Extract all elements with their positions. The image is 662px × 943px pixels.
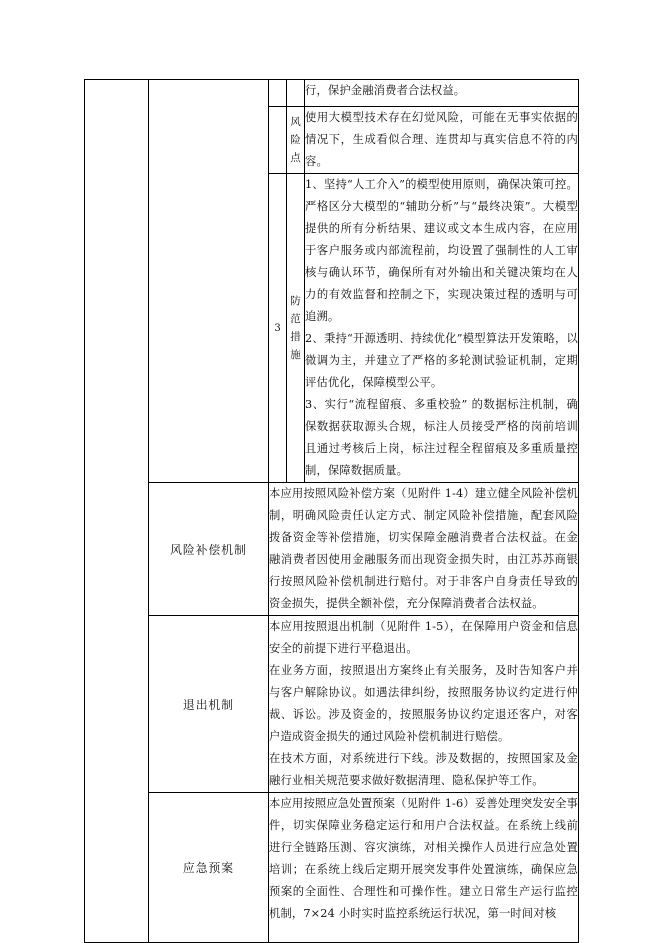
table-row [85, 793, 579, 943]
prevention-measures-label: 防范措施 [287, 174, 305, 483]
paragraph: 本应用按照应急处置预案（见附件 1-6）妥善处理突发安全事件，切实保障业务稳定运行和用户合法权益。在系统上线前进行全链路压测、容灾演练，对相关操作人员进行应急处置培训；在系统上线后定期开展突发事件处置演练，确保应急预案的全面性、合理性和可操作性。建立日常生产运行监控机制，7×24 小时实时监控系统运行状况，第一时间对核 [269, 797, 578, 920]
paragraph: 本应用按照退出机制（见附件 1-5），在保障用户资金和信息安全的前提下进行平稳退出。 [269, 620, 578, 655]
paragraph: 在技术方面，对系统进行下线。涉及数据的，按照国家及金融行业相关规范要求做好数据清理、隐私保护等工作。 [269, 752, 578, 787]
risk-point-text: 使用大模型技术存在幻觉风险，可能在无事实依据的情况下，生成看似合理、连贯却与真实信息不符的内容。 [305, 107, 579, 174]
continuation-text: 行，保护金融消费者合法权益。 [305, 80, 579, 107]
emergency-label: 应急预案 [149, 793, 269, 943]
table-row [85, 483, 579, 616]
number-cell [269, 80, 287, 107]
number-cell [269, 107, 287, 174]
item-number: 3 [269, 174, 287, 483]
paragraph: 1、坚持“人工介入”的模型使用原则，确保决策可控。严格区分大模型的“辅助分析”与“最终决策”。大模型提供的所有分析结果、建议或文本生成内容，在应用于客户服务或内部流程前，均设置了强制性的人工审核与确认环节，确保所有对外输出和关键决策均在人力的有效监督和控制之下，实现决策过程的透明与可追溯。 [305, 178, 578, 323]
label-cell [287, 80, 305, 107]
compensation-label: 风险补偿机制 [149, 483, 269, 616]
prevention-measures-text [305, 174, 579, 483]
exit-label: 退出机制 [149, 616, 269, 793]
risk-point-label: 风险点 [287, 107, 305, 174]
paragraph: 在业务方面，按照退出方案终止有关服务，及时告知客户并与客户解除协议。如遇法律纠纷，按照服务协议约定进行仲裁、诉讼。涉及资金的，按照服务协议约定退还客户，对客户造成资金损失的通过风险补偿机制进行赔偿。 [269, 664, 578, 743]
document-table [84, 79, 579, 943]
paragraph: 2、秉持“开源透明、持续优化”模型算法开发策略，以微调为主，并建立了严格的多轮测试验证机制，定期评估优化，保障模型公平。 [305, 332, 578, 389]
compensation-text [269, 483, 579, 616]
paragraph: 本应用按照风险补偿方案（见附件 1-4）建立健全风险补偿机制，明确风险责任认定方式、制定风险补偿措施，配套风险拨备资金等补偿措施，切实保障金融消费者合法权益。在金融消费者因使用金融服务而出现资金损失时，由江苏苏商银行按照风险补偿机制进行赔付。对于非客户自身责任导致的资金损失，提供全额补偿，充分保障消费者合法权益。 [269, 487, 578, 610]
table-row [85, 80, 579, 107]
exit-text [269, 616, 579, 793]
paragraph: 3、实行“流程留痕、多重校验” 的数据标注机制，确保数据获取源头合规，标注人员接受严格的岗前培训且通过考核后上岗，标注过程全程留痕及多重质量控制，保障数据质量。 [305, 398, 578, 477]
emergency-text [269, 793, 579, 943]
table-row [85, 616, 579, 793]
subcategory-cell [149, 80, 269, 483]
outer-category-cell [85, 80, 149, 943]
